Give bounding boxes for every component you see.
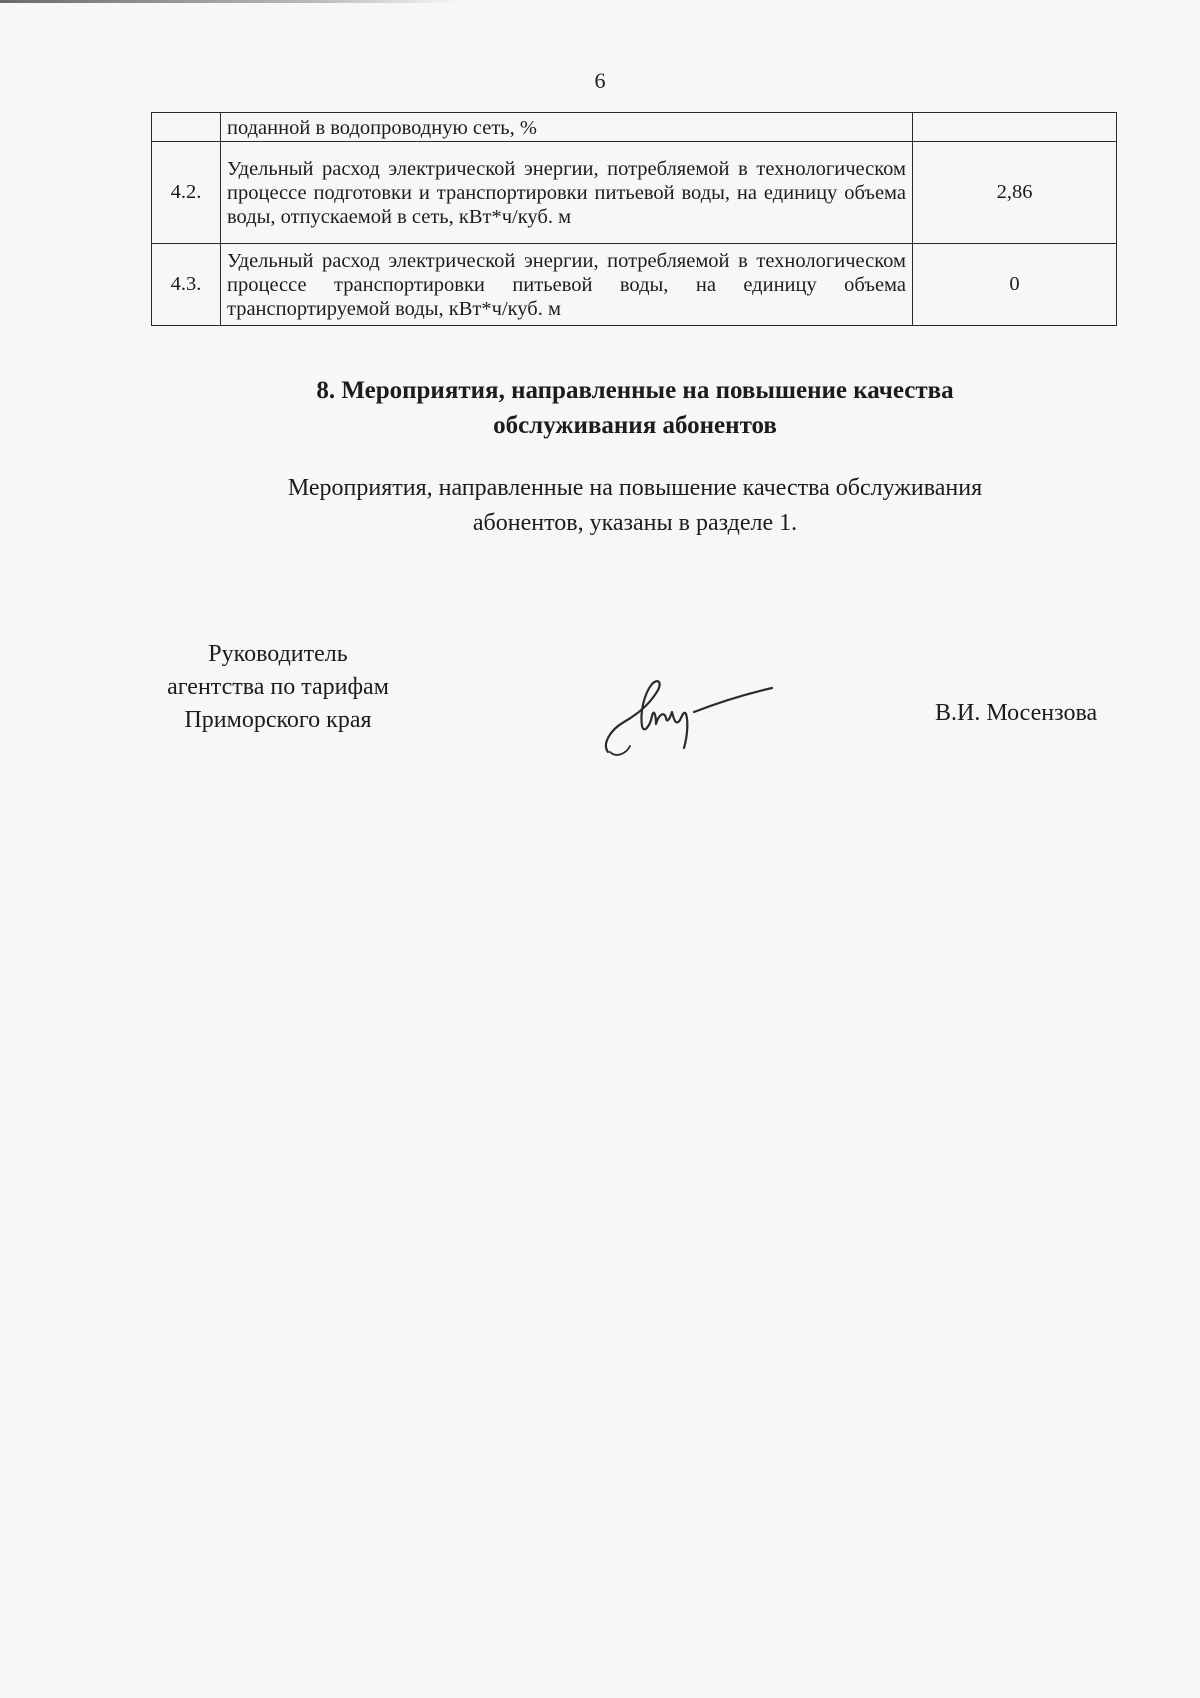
indicators-table bbox=[151, 112, 1117, 326]
scan-edge-shadow bbox=[0, 0, 460, 3]
row-value-cell: 0 bbox=[913, 244, 1117, 326]
page-number: 6 bbox=[594, 68, 606, 93]
row-value-cell: 2,86 bbox=[913, 142, 1117, 244]
section-heading-line: 8. Мероприятия, направленные на повышение качества bbox=[316, 377, 954, 404]
row-value-cell bbox=[913, 113, 1117, 142]
signature-stroke bbox=[694, 688, 772, 712]
table-row bbox=[152, 142, 1117, 244]
section-body bbox=[0, 471, 1200, 541]
section-heading-line: обслуживания абонентов bbox=[493, 412, 777, 439]
row-number-cell: 4.3. bbox=[152, 244, 221, 326]
row-number-cell: 4.2. bbox=[152, 142, 221, 244]
signatory-title-line: Руководитель bbox=[208, 641, 348, 667]
row-description-cell: Удельный расход электрической энергии, потребляемой в технологическом процессе транспортировки питьевой воды, на единицу объема транспортируемой воды, кВт*ч/куб. м bbox=[221, 244, 913, 326]
signatory-title-line: Приморского края bbox=[184, 707, 372, 733]
row-description-cell: Удельный расход электрической энергии, потребляемой в технологическом процессе подготовки и транспортировки питьевой воды, на единицу объема воды, отпускаемой в сеть, кВт*ч/куб. м bbox=[221, 142, 913, 244]
table-row bbox=[152, 113, 1117, 142]
row-number-cell bbox=[152, 113, 221, 142]
row-description-cell: поданной в водопроводную сеть, % bbox=[221, 113, 913, 142]
signatory-title-line: агентства по тарифам bbox=[167, 674, 389, 700]
table-row bbox=[152, 244, 1117, 326]
signature-stroke bbox=[610, 746, 630, 755]
handwritten-signature-icon bbox=[600, 660, 780, 760]
signatory-name: В.И. Мосензова bbox=[935, 700, 1098, 726]
section-body-line: абонентов, указаны в разделе 1. bbox=[472, 510, 798, 536]
signatory-title bbox=[133, 638, 423, 737]
section-body-line: Мероприятия, направленные на повышение качества обслуживания bbox=[287, 475, 983, 501]
section-heading bbox=[0, 373, 1200, 443]
signature-stroke bbox=[606, 681, 687, 752]
